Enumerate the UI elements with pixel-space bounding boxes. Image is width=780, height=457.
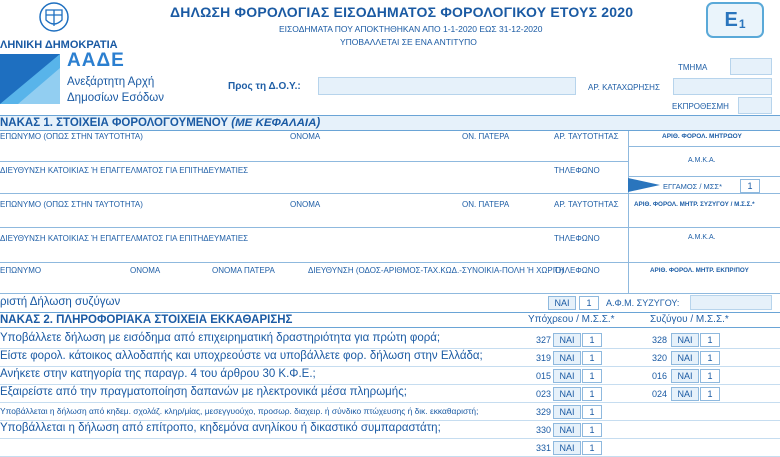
taxpayer-yes[interactable]: ΝΑΙ [553,351,581,365]
taxpayer-value[interactable]: 1 [582,351,602,365]
row-divider [0,420,780,421]
separate-declaration-yes[interactable]: ΝΑΙ [548,296,576,310]
rep-address-label: ΔΙΕΥΘΥΝΣΗ (ΟΔΟΣ-ΑΡΙΘΜΟΣ-ΤΑΧ.ΚΩΔ.-ΣΥΝΟΙΚΙΑ-ΠΟΛΗ Ή ΧΩΡΙΟ) [308,266,564,275]
name-label: ΟΝΟΜΑ [290,132,321,141]
form-code-badge: E 1 [706,2,764,38]
taxpayer-value[interactable]: 1 [582,441,602,455]
question-label: Ανήκετε στην κατηγορία της παραγρ. 4 του άρθρου 30 Κ.Φ.Ε.; [0,368,316,380]
taxpayer-yes[interactable]: ΝΑΙ [553,369,581,383]
col-spouse-label: Συζύγου / Μ.Σ.Σ.* [650,314,729,325]
taxpayer-yes[interactable]: ΝΑΙ [553,423,581,437]
rep-afm-label: ΑΡΙΘ. ΦΟΡΟΛ. ΜΗΤΡ. ΕΚΠΡ/ΠΟΥ [650,267,749,274]
spouse-value[interactable]: 1 [700,369,720,383]
taxpayer-code: 023 [535,389,551,399]
question-label: Υποβάλλετε δήλωση με εισόδημα από επιχειρηματική δραστηριότητα για πρώτη φορά; [0,332,441,344]
phone-label: ΤΗΛΕΦΩΝΟ [554,166,600,175]
spouse-id-label: ΑΡ. ΤΑΥΤΟΤΗΤΑΣ [554,200,619,209]
spouse-value[interactable]: 1 [700,333,720,347]
row-divider [0,438,780,439]
spouse-value[interactable]: 1 [700,387,720,401]
arrow-marker-icon [628,178,660,192]
spouse-address-label: ΔΙΕΥΘΥΝΣΗ ΚΑΤΟΙΚΙΑΣ Ή ΕΠΑΓΓΕΛΜΑΤΟΣ ΓΙΑ ΕΠΙΤΗΔΕΥΜΑΤΙΕΣ [0,234,249,243]
taxpayer-yes[interactable]: ΝΑΙ [553,405,581,419]
id-number-label: ΑΡ. ΤΑΥΤΟΤΗΤΑΣ [554,132,619,141]
taxpayer-value[interactable]: 1 [582,369,602,383]
taxpayer-yes[interactable]: ΝΑΙ [553,387,581,401]
taxpayer-yes[interactable]: ΝΑΙ [553,441,581,455]
spouse-code: 328 [651,335,667,345]
spouse-afm-input[interactable] [690,295,772,310]
ar-kataxorisis-input[interactable] [673,78,772,95]
spouse-yes[interactable]: ΝΑΙ [671,333,699,347]
tmima-label: ΤΜΗΜΑ [678,63,708,72]
aade-name: ΑΑΔΕ [67,50,125,71]
question-label: Υποβάλλεται η δήλωση από κηδεμ. σχολάζ. κληρ/μίας, μεσεγγυούχο, προσωρ. διαχειρ. ή σύνδικο πτώχευσης ή δικ. εκκαθαριστή; [0,406,479,416]
rep-name-label: ΟΝΟΜΑ [130,266,161,275]
question-label: Είστε φορολ. κάτοικος αλλοδαπής και υποχρεούστε να υποβάλλετε φορ. δήλωση στην Ελλάδα; [0,350,483,362]
republic-label: ΛΗΝΙΚΗ ΔΗΜΟΚΡΑΤΙΑ [0,39,118,51]
row-divider [0,384,780,385]
rep-surname-label: ΕΠΩΝΥΜΟ [0,266,42,275]
taxpayer-code: 331 [535,443,551,453]
spouse-afm-inline-label: Α.Φ.Μ. ΣΥΖΥΓΟΥ: [606,298,680,308]
taxpayer-code: 015 [535,371,551,381]
taxpayer-value[interactable]: 1 [582,333,602,347]
tmima-input[interactable] [730,58,772,75]
taxpayer-value[interactable]: 1 [582,405,602,419]
ar-kataxorisis-label: ΑΡ. ΚΑΤΑΧΩΡΗΣΗΣ [588,83,660,92]
greek-emblem-icon [36,0,72,34]
surname-label: ΕΠΩΝΥΜΟ (ΟΠΩΣ ΣΤΗΝ ΤΑΥΤΟΤΗΤΑ) [0,132,143,141]
address-label: ΔΙΕΥΘΥΝΣΗ ΚΑΤΟΙΚΙΑΣ Ή ΕΠΑΓΓΕΛΜΑΤΟΣ ΓΙΑ ΕΠΙΤΗΔΕΥΜΑΤΙΕΣ [0,166,249,175]
spouse-value[interactable]: 1 [700,351,720,365]
rep-father-label: ΟΝΟΜΑ ΠΑΤΕΡΑ [212,266,275,275]
doy-label: Προς τη Δ.Ο.Υ.: [228,81,301,92]
form-subtitle-period: ΕΙΣΟΔΗΜΑΤΑ ΠΟΥ ΑΠΟΚΤΗΘΗΚΑΝ ΑΠΟ 1-1-2020 ΕΩΣ 31-12-2020 [279,24,543,34]
col-taxpayer-label: Υπόχρεου / Μ.Σ.Σ.* [528,314,615,325]
table2-header: ΝΑΚΑΣ 2. ΠΛΗΡΟΦΟΡΙΑΚΑ ΣΤΟΙΧΕΙΑ ΕΚΚΑΘΑΡΙΣΗΣ [0,312,780,328]
taxpayer-code: 327 [535,335,551,345]
taxpayer-code: 329 [535,407,551,417]
afm-label: ΑΡΙΘ. ΦΟΡΟΛ. ΜΗΤΡΩΟΥ [662,133,742,140]
spouse-yes[interactable]: ΝΑΙ [671,351,699,365]
rep-phone-label: ΤΗΛΕΦΩΝΟ [554,266,600,275]
spouse-surname-label: ΕΠΩΝΥΜΟ (ΟΠΩΣ ΣΤΗΝ ΤΑΥΤΟΤΗΤΑ) [0,200,143,209]
question-label: Εξαιρείστε από την πραγματοποίηση δαπανών με ηλεκτρονικά μέσα πληρωμής; [0,386,407,398]
row-divider [0,402,780,403]
spouse-yes[interactable]: ΝΑΙ [671,387,699,401]
aade-logo-icon [0,54,60,104]
ekprothesmi-input[interactable] [738,97,772,114]
spouse-code: 016 [651,371,667,381]
taxpayer-code: 319 [535,353,551,363]
spouse-father-label: ΟΝ. ΠΑΤΕΡΑ [462,200,510,209]
separate-declaration-value[interactable]: 1 [579,296,599,310]
spouse-code: 024 [651,389,667,399]
taxpayer-code: 330 [535,425,551,435]
spouse-afm-label: ΑΡΙΘ. ΦΟΡΟΛ. ΜΗΤΡ. ΣΥΖΥΓΟΥ / Μ.Σ.Σ.* [634,201,755,208]
married-label: ΕΓΓΑΜΟΣ / ΜΣΣ* [663,182,722,191]
married-value[interactable]: 1 [740,179,760,193]
aade-line2: Δημοσίων Εσόδων [67,92,164,104]
taxpayer-value[interactable]: 1 [582,423,602,437]
spouse-phone-label: ΤΗΛΕΦΩΝΟ [554,234,600,243]
separate-declaration-label: ριστή Δήλωση συζύγων [0,296,121,308]
aade-line1: Ανεξάρτητη Αρχή [67,76,155,88]
amka-label: Α.Μ.Κ.Α. [688,157,716,164]
father-name-label: ΟΝ. ΠΑΤΕΡΑ [462,132,510,141]
form-subtitle-copies: ΥΠΟΒΑΛΛΕΤΑΙ ΣΕ ΕΝΑ ΑΝΤΙΤΥΠΟ [340,37,477,47]
taxpayer-yes[interactable]: ΝΑΙ [553,333,581,347]
question-label: Υποβάλλεται η δήλωση από επίτροπο, κηδεμόνα ανηλίκου ή δικαστικό συμπαραστάτη; [0,422,441,434]
row-divider [0,366,780,367]
spouse-amka-label: Α.Μ.Κ.Α. [688,234,716,241]
doy-input[interactable] [318,77,576,95]
row-divider [0,348,780,349]
form-title: ΔΗΛΩΣΗ ΦΟΡΟΛΟΓΙΑΣ ΕΙΣΟΔΗΜΑΤΟΣ ΦΟΡΟΛΟΓΙΚΟΥ ΕΤΟΥΣ 2020 [170,4,634,20]
taxpayer-value[interactable]: 1 [582,387,602,401]
spouse-code: 320 [651,353,667,363]
spouse-yes[interactable]: ΝΑΙ [671,369,699,383]
spouse-name-label: ΟΝΟΜΑ [290,200,321,209]
table1-header: ΝΑΚΑΣ 1. ΣΤΟΙΧΕΙΑ ΦΟΡΟΛΟΓΟΥΜΕΝΟΥ (ΜΕ ΚΕΦΑΛΑΙΑ) [0,115,780,131]
ekprothesmi-label: ΕΚΠΡΟΘΕΣΜΗ [672,102,729,111]
